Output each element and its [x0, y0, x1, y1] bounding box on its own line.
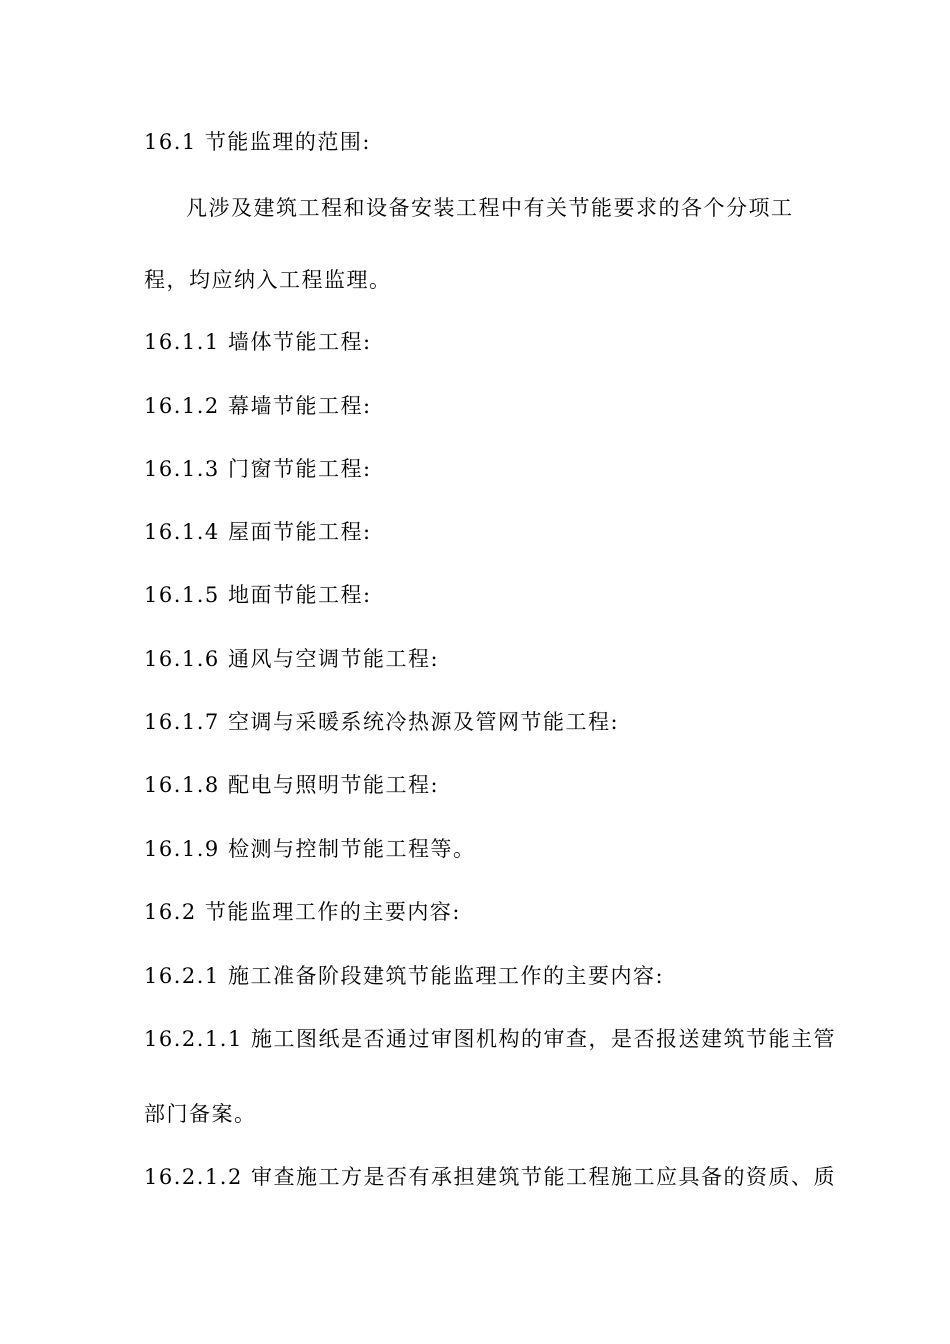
list-item-16-1-4: 16.1.4 屋面节能工程: [144, 520, 372, 544]
paragraph-line: 部门备案。 [144, 1102, 257, 1126]
paragraph-line: 凡涉及建筑工程和设备安装工程中有关节能要求的各个分项工 [186, 196, 794, 220]
list-item-16-2-1-2: 16.2.1.2 审查施工方是否有承担建筑节能工程施工应具备的资质、质 [144, 1165, 837, 1189]
paragraph-line: 程，均应纳入工程监理。 [144, 268, 392, 292]
section-heading-16-2: 16.2 节能监理工作的主要内容: [144, 900, 462, 924]
list-item-16-2-1-1: 16.2.1.1 施工图纸是否通过审图机构的审查，是否报送建筑节能主管 [144, 1027, 837, 1051]
list-item-16-1-3: 16.1.3 门窗节能工程: [144, 457, 372, 481]
list-item-16-1-8: 16.1.8 配电与照明节能工程: [144, 773, 440, 797]
list-item-16-1-6: 16.1.6 通风与空调节能工程: [144, 647, 440, 671]
list-item-16-1-9: 16.1.9 检测与控制节能工程等。 [144, 837, 476, 861]
section-heading-16-1: 16.1 节能监理的范围: [144, 130, 372, 154]
subsection-heading-16-2-1: 16.2.1 施工准备阶段建筑节能监理工作的主要内容: [144, 964, 665, 988]
list-item-16-1-2: 16.1.2 幕墙节能工程: [144, 394, 372, 418]
list-item-16-1-1: 16.1.1 墙体节能工程: [144, 330, 372, 354]
list-item-16-1-5: 16.1.5 地面节能工程: [144, 583, 372, 607]
list-item-16-1-7: 16.1.7 空调与采暖系统冷热源及管网节能工程: [144, 710, 620, 734]
